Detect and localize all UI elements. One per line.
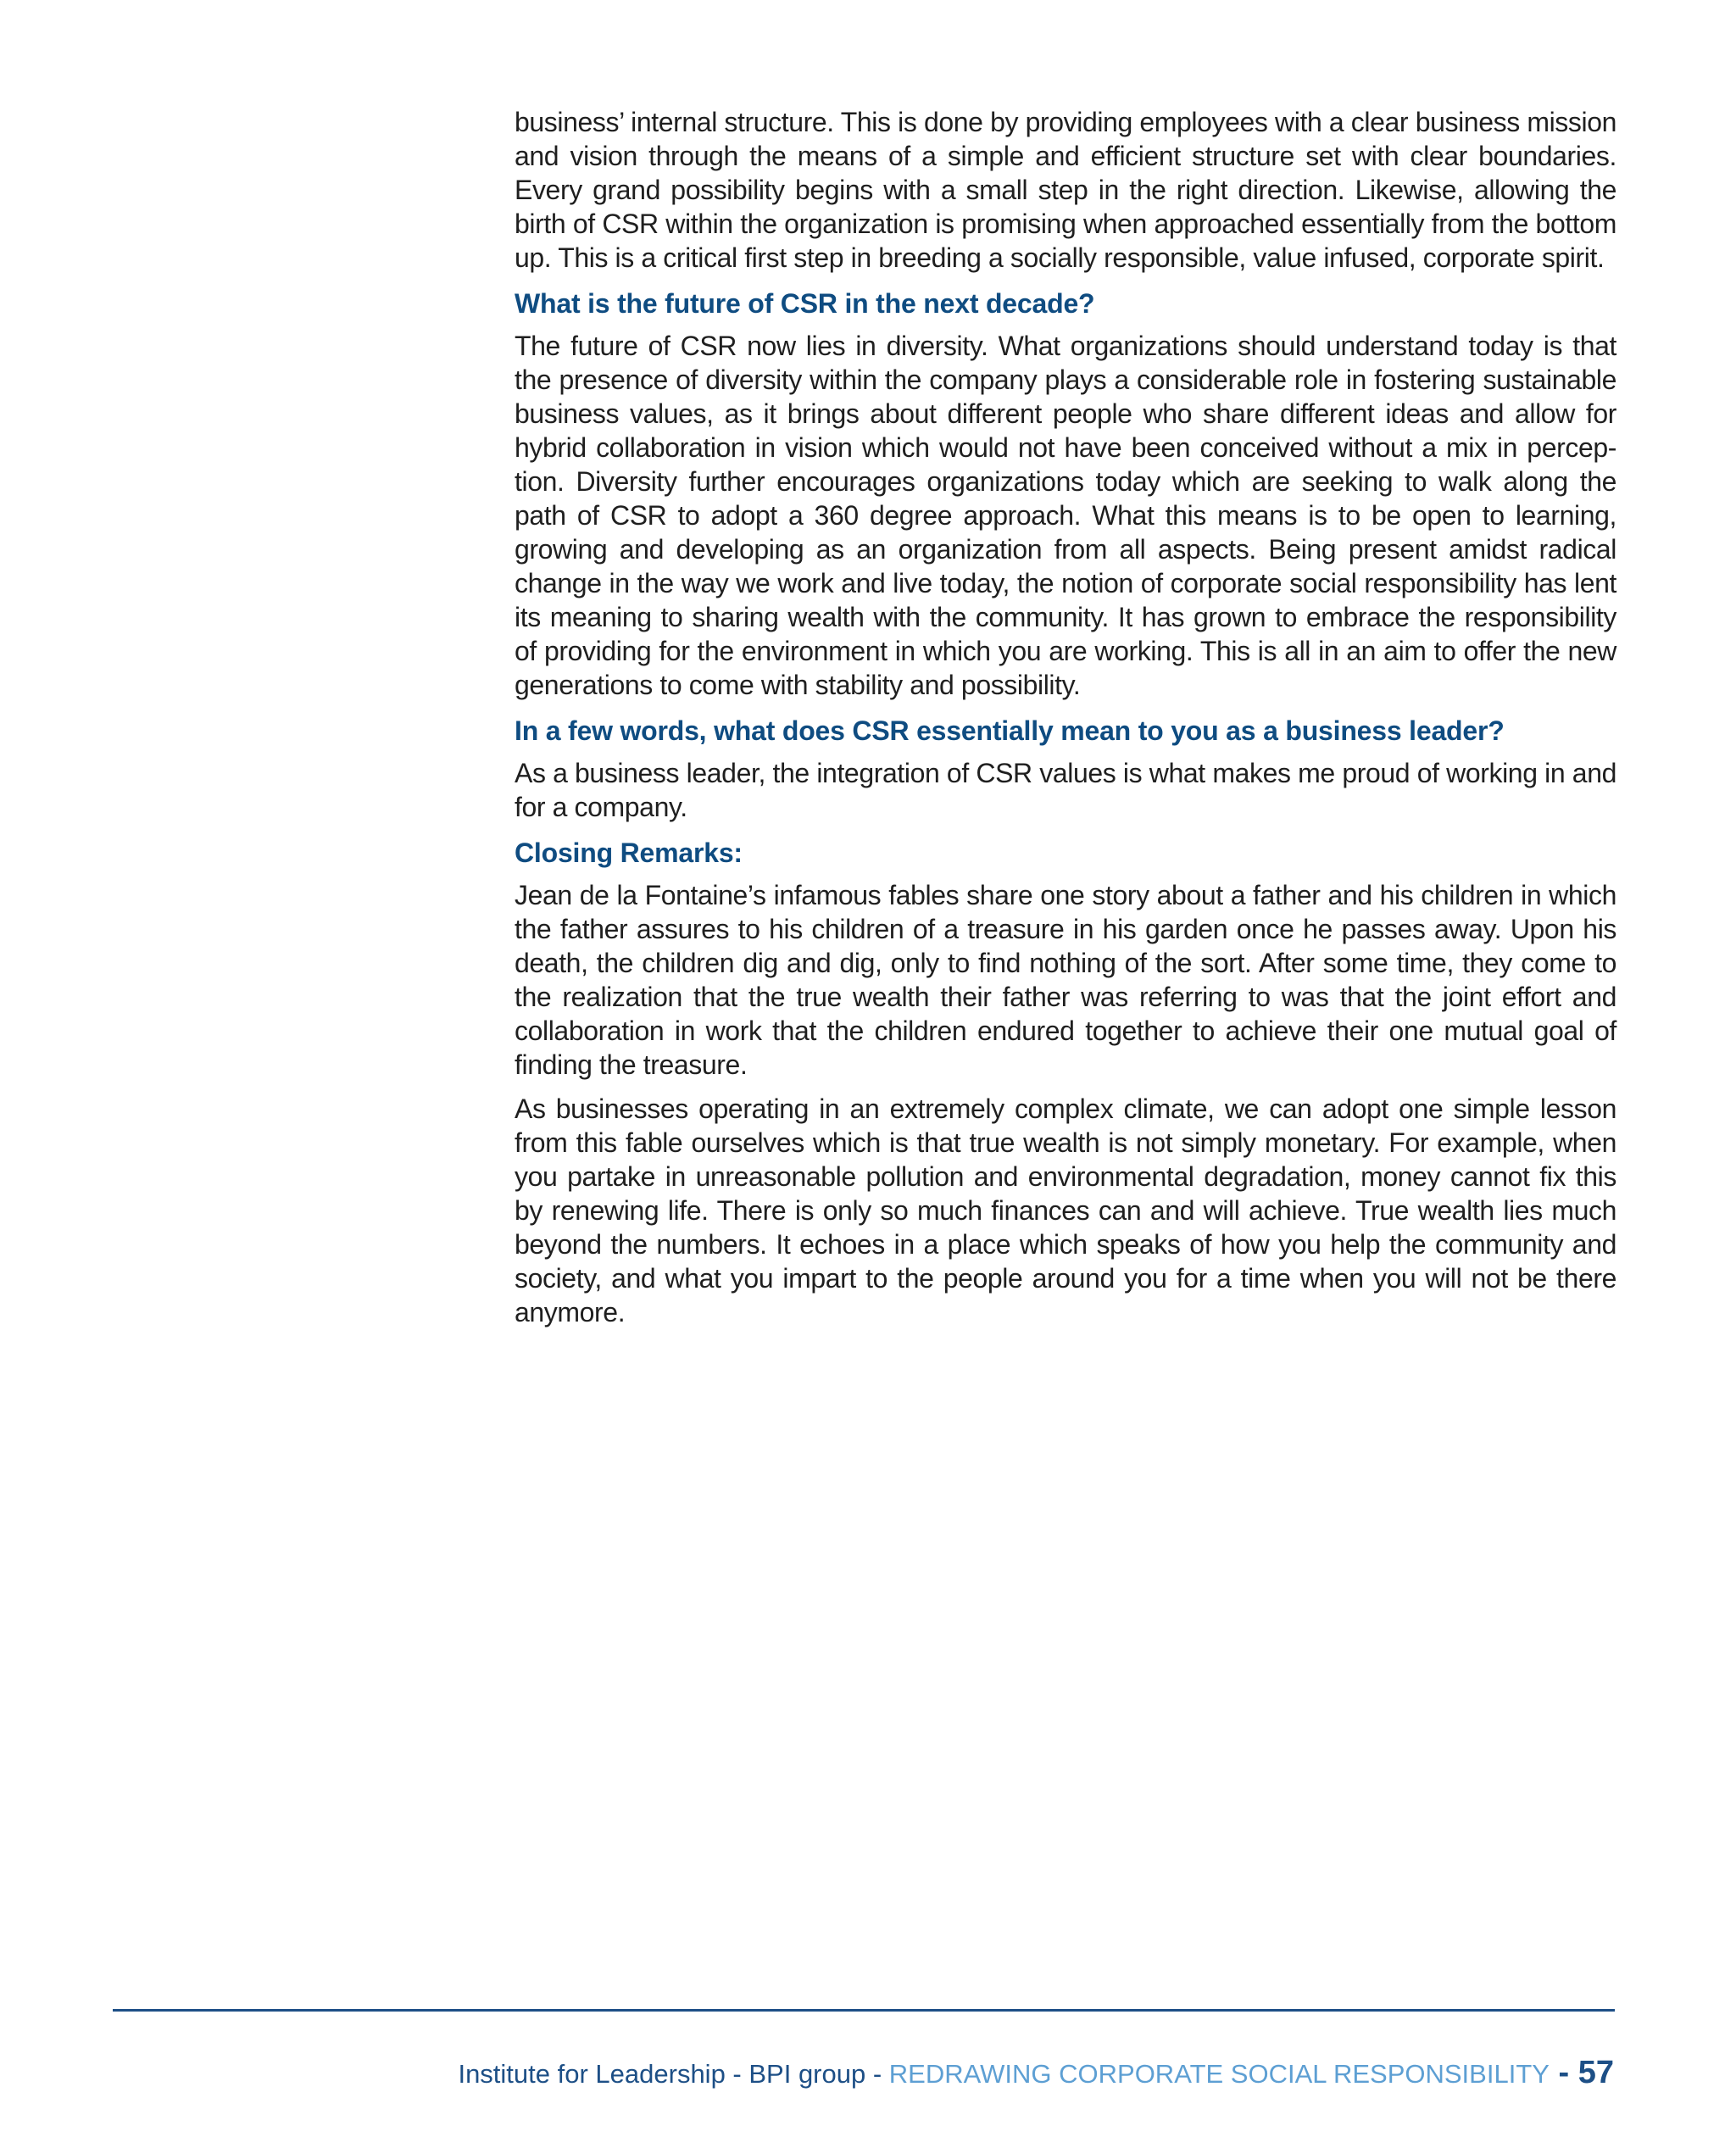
footer-publication-title: REDRAWING CORPORATE SOCIAL RESPONSIBILITY [888,2059,1550,2089]
meaning-paragraph: As a business leader, the integration of CSR values is what makes me proud of working in and for a company. [515,758,1616,822]
intro-paragraph: business’ internal structure. This is done by providing employees with a clear business mission and vision through the means of a simple and efficient structure set with clear boundaries. Every grand possibility begins with a small step in the right direction. Likewise, allowing the birth of CSR within the organization is promising when approached essentially from the bottom up. This is a critical first step in breeding a socially responsible, value infused, corporate spirit. [515,107,1616,273]
heading-csr-meaning: In a few words, what does CSR essentially mean to you as a business leader? [515,715,1505,746]
heading-closing-remarks: Closing Remarks: [515,838,743,868]
page-footer [458,2056,1614,2091]
heading-future-of-csr: What is the future of CSR in the next decade? [515,288,1095,319]
future-paragraph: The future of CSR now lies in diversity. What organizations should understand today is that the presence of diversity within the company plays a considerable role in fostering sustainable business values, as it brings about different people who share different ideas and allow for hybrid collaboration in vision which would not have been conceived without a mix in percep-tion. Diversity further encourages organizations today which are seeking to walk along the path of CSR to adopt a 360 degree approach. What this means is to be open to learning, growing and developing as an organization from all aspects. Being present amidst radical change in the way we work and live today, the notion of corporate social responsibility has lent its meaning to sharing wealth with the community. It has grown to embrace the responsibility of providing for the environment in which you are working. This is all in an aim to offer the new generations to come with stability and possibility. [515,331,1616,700]
footer-divider [113,2009,1615,2012]
page-number: 57 [1577,2055,1614,2090]
closing-paragraph-1: Jean de la Fontaine’s infamous fables share one story about a father and his children in which the father assures to his children of a treasure in his garden once he passes away. Upon his death, the children dig and dig, only to find nothing of the sort. After some time, they come to the realization that the true wealth their father was referring to was that the joint effort and collaboration in work that the children endured together to achieve their one mutual goal of finding the treasure. [515,880,1616,1080]
footer-separator: - [1549,2055,1578,2090]
article-body [515,105,1616,1339]
footer-organization: Institute for Leadership - BPI group - [458,2059,889,2089]
closing-paragraph-2: As businesses operating in an extremely complex climate, we can adopt one simple lesson from this fable ourselves which is that true wealth is not simply monetary. For example, when you partake in unreasonable pollution and environmental degradation, money cannot fix this by renewing life. There is only so much finances can and will achieve. True wealth lies much beyond the numbers. It echoes in a place which speaks of how you help the community and society, and what you impart to the people around you for a time when you will not be there anymore. [515,1094,1616,1327]
